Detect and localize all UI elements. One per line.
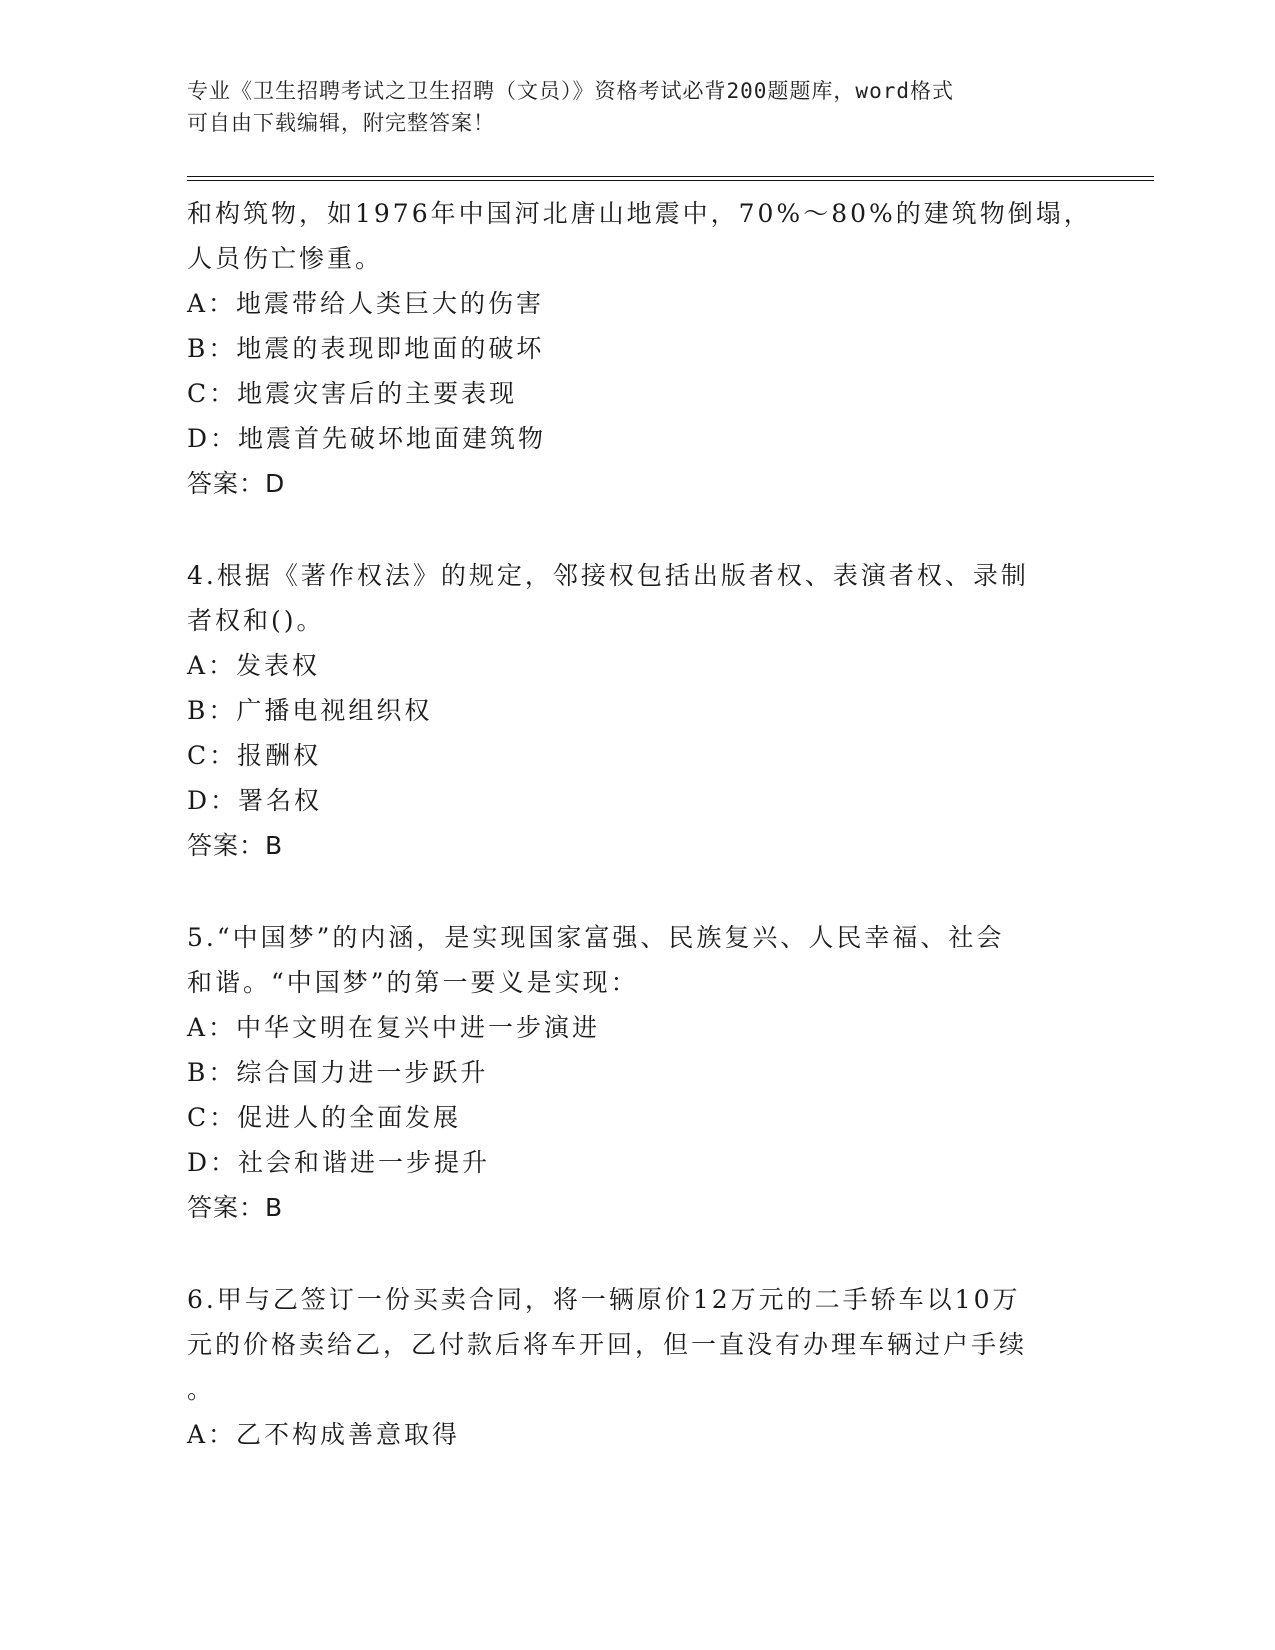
question-spacer (187, 506, 1067, 553)
question-stem-line: 人员伤亡惨重。 (187, 244, 384, 273)
question-3 (187, 191, 1092, 506)
question-6 (187, 1277, 1067, 1457)
option-a: A：乙不构成善意取得 (187, 1420, 461, 1449)
header-divider (187, 176, 1154, 181)
question-stem-line: 和构筑物，如1976年中国河北唐山地震中，70%～80%的建筑物倒塌， (187, 199, 1092, 228)
option-c: C：报酬权 (187, 741, 322, 770)
question-stem-line: 和谐。“中国梦”的第一要义是实现： (187, 968, 639, 997)
question-list (187, 191, 1092, 1457)
option-d: D：社会和谐进一步提升 (187, 1148, 491, 1177)
answer-line: 答案：B (187, 831, 284, 860)
question-stem-line: 4.根据《著作权法》的规定，邻接权包括出版者权、表演者权、录制 (187, 561, 1029, 590)
option-d: D：署名权 (187, 786, 323, 815)
answer-line: 答案：D (187, 469, 286, 498)
answer-line: 答案：B (187, 1193, 284, 1222)
option-a: A：中华文明在复兴中进一步演进 (187, 1013, 601, 1042)
question-spacer (187, 1230, 1067, 1277)
question-stem-line: 者权和()。 (187, 606, 325, 635)
option-b: B：广播电视组织权 (187, 696, 433, 725)
option-b: B：综合国力进一步跃升 (187, 1058, 489, 1087)
question-stem-line: 5.“中国梦”的内涵，是实现国家富强、民族复兴、人民幸福、社会 (187, 923, 1005, 952)
question-stem-line: 元的价格卖给乙，乙付款后将车开回，但一直没有办理车辆过户手续 (187, 1330, 1028, 1359)
option-a: A：发表权 (187, 651, 321, 680)
question-stem-line: 6.甲与乙签订一份买卖合同，将一辆原价12万元的二手轿车以10万 (187, 1285, 1021, 1314)
header-title-line-2: 可自由下载编辑，附完整答案！ (187, 111, 495, 135)
option-a: A：地震带给人类巨大的伤害 (187, 289, 545, 318)
page-header (187, 75, 1067, 139)
option-d: D：地震首先破坏地面建筑物 (187, 424, 547, 453)
question-spacer (187, 868, 1067, 915)
option-c: C：促进人的全面发展 (187, 1103, 462, 1132)
question-stem-line: 。 (187, 1375, 216, 1404)
question-4 (187, 553, 1067, 868)
option-c: C：地震灾害后的主要表现 (187, 379, 518, 408)
header-title-line-1: 专业《卫生招聘考试之卫生招聘（文员）》资格考试必背200题题库，word格式 (187, 79, 954, 103)
question-5 (187, 915, 1067, 1230)
option-b: B：地震的表现即地面的破坏 (187, 334, 545, 363)
